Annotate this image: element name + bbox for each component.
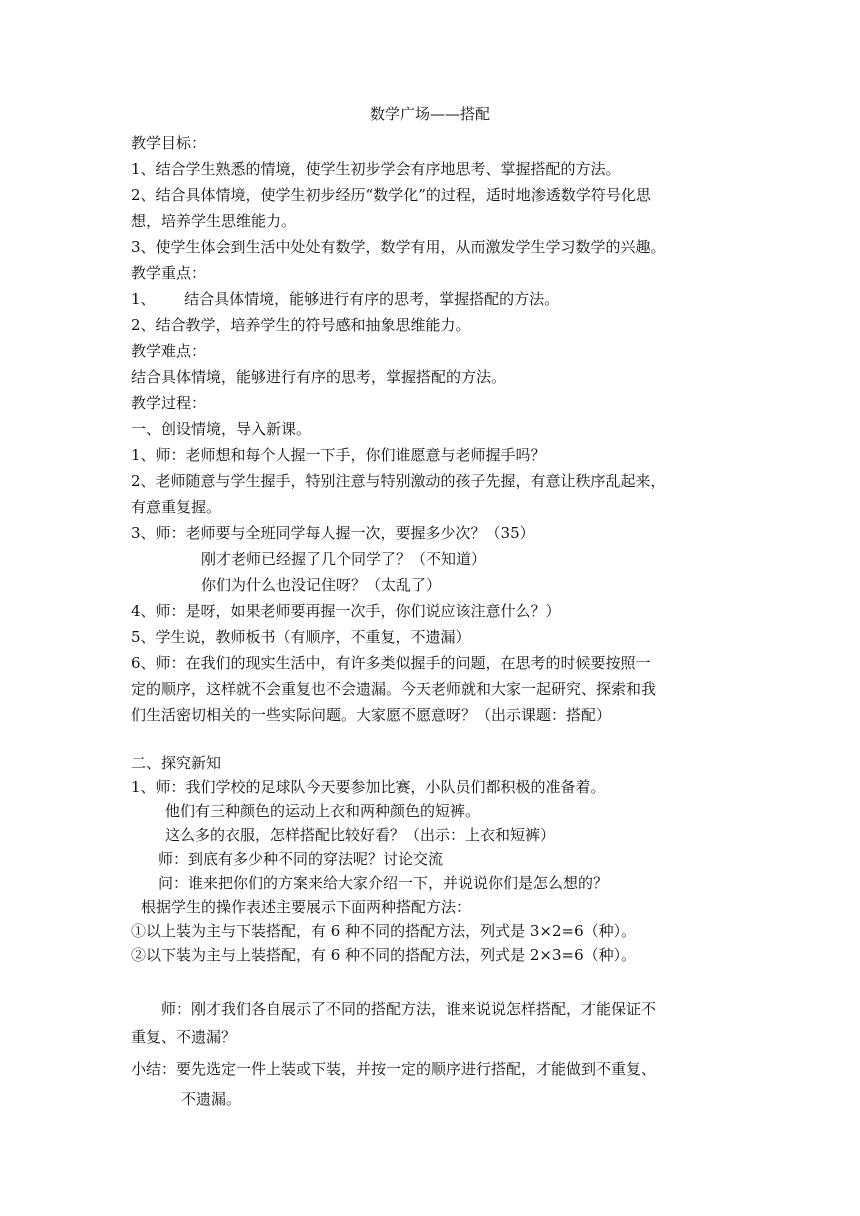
goal-line: 3、使学生体会到生活中处处有数学，数学有用，从而激发学生学习数学的兴趣。 [131,238,666,256]
part2-line: 师：到底有多少种不同的穿法呢？讨论交流 [158,850,444,868]
part1-line: 3、师：老师要与全班同学每人握一次，要握多少次？（35） [131,524,535,542]
discussion-line: 重复、不遗漏？ [131,1028,237,1046]
key-point-line: 1、 结合具体情境，能够进行有序的思考，掌握搭配的方法。 [131,290,560,308]
summary-line: 小结：要先选定一件上装或下装，并按一定的顺序进行搭配，才能做到不重复、 [131,1060,657,1078]
key-heading: 教学重点： [131,264,207,282]
part2-heading: 二、探究新知 [131,754,222,772]
goal-line: 2、结合具体情境，使学生初步经历“数学化”的过程，适时地渗透数学符号化思 [131,186,651,204]
part2-line: 这么多的衣服，怎样搭配比较好看？（出示：上衣和短裤） [165,826,556,844]
part2-line: 他们有三种颜色的运动上衣和两种颜色的短裤。 [165,802,481,820]
part2-line: 问：谁来把你们的方案来给大家介绍一下，并说说你们是怎么想的？ [158,874,609,892]
part2-line: 1、师：我们学校的足球队今天要参加比赛，小队员们都积极的准备着。 [131,778,606,796]
part1-line: 们生活密切相关的一些实际问题。大家愿不愿意呀？（出示课题：搭配） [131,706,612,724]
part1-line: 你们为什么也没记住呀？（太乱了） [201,576,442,594]
difficulty-heading: 教学难点： [131,342,207,360]
page-title: 数学广场——搭配 [369,105,490,123]
part2-line: ②以下装为主与上装搭配，有 6 种不同的搭配方法，列式是 2×3=6（种）。 [131,946,637,964]
goal-line: 1、结合学生熟悉的情境，使学生初步学会有序地思考、掌握搭配的方法。 [131,160,621,178]
part1-line: 刚才老师已经握了几个同学了？（不知道） [201,550,487,568]
part1-line: 5、学生说，教师板书（有顺序，不重复，不遗漏） [131,628,471,646]
difficulty-line: 结合具体情境，能够进行有序的思考，掌握搭配的方法。 [131,368,507,386]
process-heading: 教学过程： [131,394,207,412]
part2-line: 根据学生的操作表述主要展示下面两种搭配方法： [141,898,472,916]
part2-line: ①以上装为主与下装搭配，有 6 种不同的搭配方法，列式是 3×2=6（种）。 [131,922,637,940]
goal-line: 想，培养学生思维能力。 [131,212,297,230]
part1-line: 2、老师随意与学生握手，特别注意与特别激动的孩子先握，有意让秩序乱起来， [131,472,666,490]
part1-line: 有意重复握。 [131,498,222,516]
discussion-line: 师：刚才我们各自展示了不同的搭配方法，谁来说说怎样搭配，才能保证不 [161,1000,657,1018]
part1-line: 6、师：在我们的现实生活中，有许多类似握手的问题，在思考的时候要按照一 [131,654,651,672]
part1-line: 定的顺序，这样就不会重复也不会遗漏。今天老师就和大家一起研究、探索和我 [131,680,657,698]
part1-line: 1、师：老师想和每个人握一下手，你们谁愿意与老师握手吗？ [131,446,546,464]
summary-line: 不遗漏。 [181,1090,242,1108]
goals-heading: 教学目标： [131,134,207,152]
part1-heading: 一、创设情境，导入新课。 [131,420,312,438]
key-point-line: 2、结合教学，培养学生的符号感和抽象思维能力。 [131,316,471,334]
part1-line: 4、师：是呀，如果老师要再握一次手，你们说应该注意什么？） [131,602,561,620]
